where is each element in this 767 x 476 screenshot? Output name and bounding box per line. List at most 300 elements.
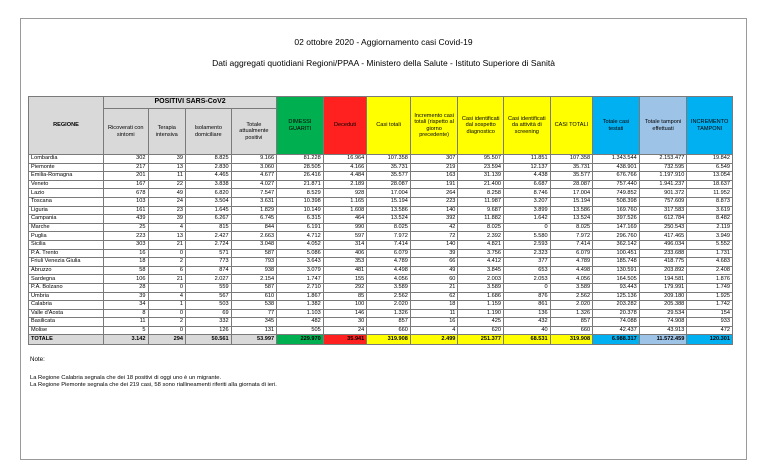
region-cell: Calabria [29, 301, 104, 310]
value-cell: 21 [148, 275, 185, 284]
value-cell: 19.842 [687, 155, 733, 164]
totals-cell: 294 [148, 335, 185, 345]
value-cell: 194.581 [639, 275, 687, 284]
value-cell: 1.876 [687, 275, 733, 284]
value-cell: 147.169 [593, 223, 640, 232]
value-cell: 21 [148, 240, 185, 249]
totals-cell: 319.908 [550, 335, 593, 345]
value-cell: 4.712 [277, 232, 324, 241]
value-cell: 2.153.477 [639, 155, 687, 164]
value-cell: 7.972 [367, 232, 411, 241]
col-incremento: Incremento casi totali (rispetto al giorno precedente) [410, 97, 458, 155]
totals-cell: 50.561 [185, 335, 231, 345]
value-cell: 13.586 [550, 206, 593, 215]
value-cell: 4 [148, 292, 185, 301]
table-row [29, 309, 733, 318]
totals-cell: 53.997 [231, 335, 277, 345]
value-cell: 35.731 [367, 163, 411, 172]
value-cell: 28.087 [550, 180, 593, 189]
value-cell: 11.882 [458, 215, 504, 224]
value-cell: 205.388 [639, 301, 687, 310]
region-cell: Veneto [29, 180, 104, 189]
note-line: La Regione Calabria segnala che dei 18 positivi di oggi uno è un migrante. [30, 375, 222, 381]
value-cell: 26.416 [277, 172, 324, 181]
page-subtitle: Dati aggregati quotidiani Regioni/PPAA - Ministero della Salute - Istituto Superiore di Sanità [212, 58, 555, 68]
value-cell: 678 [103, 189, 148, 198]
value-cell: 100 [323, 301, 367, 310]
covid-table [28, 96, 733, 345]
value-cell: 6.079 [550, 249, 593, 258]
value-cell: 496.034 [639, 240, 687, 249]
value-cell: 21.871 [277, 180, 324, 189]
col-casi-totali-2: CASI TOTALI [550, 97, 593, 155]
value-cell: 8.025 [367, 223, 411, 232]
value-cell: 43.913 [639, 326, 687, 335]
value-cell: 587 [231, 249, 277, 258]
value-cell: 28 [103, 283, 148, 292]
value-cell: 0 [148, 249, 185, 258]
value-cell: 10.398 [277, 197, 324, 206]
value-cell: 16.964 [323, 155, 367, 164]
value-cell: 8.825 [185, 155, 231, 164]
value-cell: 201 [103, 172, 148, 181]
value-cell: 6.820 [185, 189, 231, 198]
table-row [29, 283, 733, 292]
value-cell: 203.282 [593, 301, 640, 310]
value-cell: 2.323 [504, 249, 551, 258]
region-cell: Abruzzo [29, 266, 104, 275]
value-cell: 203.892 [639, 266, 687, 275]
value-cell: 16 [103, 249, 148, 258]
value-cell: 40 [504, 326, 551, 335]
value-cell: 126 [185, 326, 231, 335]
value-cell: 2 [148, 318, 185, 327]
value-cell: 303 [103, 240, 148, 249]
value-cell: 250.543 [639, 223, 687, 232]
table-row [29, 318, 733, 327]
value-cell: 24 [323, 326, 367, 335]
value-cell: 77 [231, 309, 277, 318]
value-cell: 24 [148, 197, 185, 206]
value-cell: 10.149 [277, 206, 324, 215]
value-cell: 844 [231, 223, 277, 232]
table-row [29, 197, 733, 206]
value-cell: 21.400 [458, 180, 504, 189]
value-cell: 22 [148, 180, 185, 189]
value-cell: 6.267 [185, 215, 231, 224]
value-cell: 34 [103, 301, 148, 310]
value-cell: 155 [323, 275, 367, 284]
value-cell: 4.412 [458, 258, 504, 267]
region-cell: Umbria [29, 292, 104, 301]
value-cell: 3.079 [277, 266, 324, 275]
table-row [29, 206, 733, 215]
value-cell: 362.142 [593, 240, 640, 249]
value-cell: 4 [410, 326, 458, 335]
value-cell: 1.731 [687, 249, 733, 258]
value-cell: 567 [185, 292, 231, 301]
value-cell: 1.165 [323, 197, 367, 206]
value-cell: 25 [103, 223, 148, 232]
value-cell: 538 [231, 301, 277, 310]
value-cell: 62 [410, 292, 458, 301]
value-cell: 8.025 [550, 223, 593, 232]
value-cell: 11 [103, 318, 148, 327]
value-cell: 2.003 [458, 275, 504, 284]
value-cell: 103 [103, 197, 148, 206]
value-cell: 432 [504, 318, 551, 327]
value-cell: 136 [504, 309, 551, 318]
value-cell: 20.378 [593, 309, 640, 318]
value-cell: 4.027 [231, 180, 277, 189]
value-cell: 1.645 [185, 206, 231, 215]
value-cell: 2.020 [367, 301, 411, 310]
table-row [29, 223, 733, 232]
value-cell: 6.079 [367, 249, 411, 258]
totals-cell: 6.988.317 [593, 335, 640, 345]
table-row [29, 301, 733, 310]
value-cell: 18 [410, 301, 458, 310]
value-cell: 464 [323, 215, 367, 224]
value-cell: 597 [323, 232, 367, 241]
value-cell: 15.194 [550, 197, 593, 206]
value-cell: 481 [323, 266, 367, 275]
value-cell: 1.343.544 [593, 155, 640, 164]
region-cell: Liguria [29, 206, 104, 215]
value-cell: 1.829 [231, 206, 277, 215]
value-cell: 12.137 [504, 163, 551, 172]
value-cell: 69 [185, 309, 231, 318]
value-cell: 167 [103, 180, 148, 189]
table-row [29, 258, 733, 267]
value-cell: 4.498 [367, 266, 411, 275]
value-cell: 29.534 [639, 309, 687, 318]
region-cell: P.A. Bolzano [29, 283, 104, 292]
value-cell: 1.642 [504, 215, 551, 224]
col-deceduti: Deceduti [323, 97, 367, 155]
value-cell: 217 [103, 163, 148, 172]
value-cell: 4.438 [504, 172, 551, 181]
value-cell: 42.437 [593, 326, 640, 335]
value-cell: 620 [458, 326, 504, 335]
value-cell: 233.688 [639, 249, 687, 258]
totals-cell: 35.941 [323, 335, 367, 345]
table-row [29, 189, 733, 198]
totals-cell: 319.908 [367, 335, 411, 345]
value-cell: 2.830 [185, 163, 231, 172]
col-dimessi: DIMESSI GUARITI [277, 97, 324, 155]
value-cell: 773 [185, 258, 231, 267]
value-cell: 6 [148, 266, 185, 275]
value-cell: 93.443 [593, 283, 640, 292]
value-cell: 1 [148, 301, 185, 310]
value-cell: 185.748 [593, 258, 640, 267]
value-cell: 146 [323, 309, 367, 318]
value-cell: 4.498 [550, 266, 593, 275]
value-cell: 757.609 [639, 197, 687, 206]
value-cell: 933 [687, 318, 733, 327]
value-cell: 559 [185, 283, 231, 292]
value-cell: 296.760 [593, 232, 640, 241]
value-cell: 3.756 [458, 249, 504, 258]
region-cell: Puglia [29, 232, 104, 241]
value-cell: 17.004 [367, 189, 411, 198]
value-cell: 1.608 [323, 206, 367, 215]
value-cell: 2.119 [687, 223, 733, 232]
value-cell: 3.619 [687, 206, 733, 215]
region-cell: Lazio [29, 189, 104, 198]
value-cell: 1.742 [687, 301, 733, 310]
value-cell: 732.595 [639, 163, 687, 172]
value-cell: 39 [103, 292, 148, 301]
value-cell: 16 [410, 318, 458, 327]
value-cell: 5.552 [687, 240, 733, 249]
value-cell: 4.677 [231, 172, 277, 181]
totals-cell: 11.572.459 [639, 335, 687, 345]
value-cell: 2.710 [277, 283, 324, 292]
table-row [29, 240, 733, 249]
value-cell: 2.427 [185, 232, 231, 241]
value-cell: 15.194 [367, 197, 411, 206]
value-cell: 4.821 [458, 240, 504, 249]
value-cell: 815 [185, 223, 231, 232]
value-cell: 13.586 [367, 206, 411, 215]
totals-cell: 3.142 [103, 335, 148, 345]
totals-row [29, 335, 733, 345]
value-cell: 2.027 [185, 275, 231, 284]
value-cell: 857 [367, 318, 411, 327]
value-cell: 163 [410, 172, 458, 181]
value-cell: 28.505 [277, 163, 324, 172]
value-cell: 6.687 [504, 180, 551, 189]
value-cell: 1.190 [458, 309, 504, 318]
value-cell: 107.358 [550, 155, 593, 164]
value-cell: 2.392 [458, 232, 504, 241]
value-cell: 106 [103, 275, 148, 284]
value-cell: 874 [185, 266, 231, 275]
value-cell: 161 [103, 206, 148, 215]
value-cell: 72 [410, 232, 458, 241]
value-cell: 587 [231, 283, 277, 292]
value-cell: 140 [410, 240, 458, 249]
col-terapia: Terapia intensiva [148, 109, 185, 155]
value-cell: 0 [148, 283, 185, 292]
value-cell: 2.189 [323, 180, 367, 189]
value-cell: 302 [103, 155, 148, 164]
value-cell: 332 [185, 318, 231, 327]
value-cell: 861 [504, 301, 551, 310]
value-cell: 660 [367, 326, 411, 335]
value-cell: 42 [410, 223, 458, 232]
value-cell: 7.972 [550, 232, 593, 241]
col-tamponi: Totale tamponi effettuati [639, 97, 687, 155]
value-cell: 472 [687, 326, 733, 335]
totals-cell: 251.377 [458, 335, 504, 345]
value-cell: 35.577 [550, 172, 593, 181]
value-cell: 938 [231, 266, 277, 275]
value-cell: 0 [148, 326, 185, 335]
value-cell: 1.103 [277, 309, 324, 318]
value-cell: 219 [410, 163, 458, 172]
value-cell: 3.589 [550, 283, 593, 292]
value-cell: 345 [231, 318, 277, 327]
value-cell: 417.465 [639, 232, 687, 241]
value-cell: 3.589 [458, 283, 504, 292]
totals-cell: 2.499 [410, 335, 458, 345]
value-cell: 31.139 [458, 172, 504, 181]
value-cell: 3.060 [231, 163, 277, 172]
value-cell: 3.949 [687, 232, 733, 241]
value-cell: 6.191 [277, 223, 324, 232]
value-cell: 610 [231, 292, 277, 301]
value-cell: 2.562 [550, 292, 593, 301]
notes [30, 356, 277, 389]
value-cell: 571 [185, 249, 231, 258]
region-cell: Molise [29, 326, 104, 335]
value-cell: 0 [504, 283, 551, 292]
value-cell: 4.789 [550, 258, 593, 267]
value-cell: 482 [277, 318, 324, 327]
value-cell: 8.873 [687, 197, 733, 206]
value-cell: 2.663 [231, 232, 277, 241]
region-cell: Campania [29, 215, 104, 224]
value-cell: 3.504 [185, 197, 231, 206]
value-cell: 13.054 [687, 172, 733, 181]
value-cell: 264 [410, 189, 458, 198]
table-row [29, 275, 733, 284]
value-cell: 2.154 [231, 275, 277, 284]
region-cell: Marche [29, 223, 104, 232]
value-cell: 35.577 [367, 172, 411, 181]
value-cell: 3.589 [367, 283, 411, 292]
value-cell: 503 [185, 301, 231, 310]
value-cell: 7.414 [550, 240, 593, 249]
region-cell: Lombardia [29, 155, 104, 164]
col-totale-positivi: Totale attualmente positivi [231, 109, 277, 155]
value-cell: 397.526 [593, 215, 640, 224]
value-cell: 49 [410, 266, 458, 275]
value-cell: 8.529 [277, 189, 324, 198]
value-cell: 74.088 [593, 318, 640, 327]
value-cell: 438.901 [593, 163, 640, 172]
region-cell: Piemonte [29, 163, 104, 172]
value-cell: 11 [410, 309, 458, 318]
value-cell: 4.465 [185, 172, 231, 181]
value-cell: 11.987 [458, 197, 504, 206]
value-cell: 11.952 [687, 189, 733, 198]
table-row [29, 155, 733, 164]
value-cell: 3.048 [231, 240, 277, 249]
value-cell: 8.025 [458, 223, 504, 232]
value-cell: 6.549 [687, 163, 733, 172]
col-screening: Casi identificati da attività di screening [504, 97, 551, 155]
value-cell: 1.686 [458, 292, 504, 301]
value-cell: 140 [410, 206, 458, 215]
region-cell: Valle d'Aosta [29, 309, 104, 318]
value-cell: 612.784 [639, 215, 687, 224]
value-cell: 392 [410, 215, 458, 224]
value-cell: 3.207 [504, 197, 551, 206]
value-cell: 1.197.910 [639, 172, 687, 181]
table-body [29, 155, 733, 345]
value-cell: 7.547 [231, 189, 277, 198]
value-cell: 1.749 [687, 283, 733, 292]
value-cell: 653 [504, 266, 551, 275]
value-cell: 292 [323, 283, 367, 292]
value-cell: 13.524 [550, 215, 593, 224]
value-cell: 21 [410, 283, 458, 292]
value-cell: 107.358 [367, 155, 411, 164]
value-cell: 1.941.237 [639, 180, 687, 189]
table-row [29, 172, 733, 181]
value-cell: 18 [103, 258, 148, 267]
group-positivi: POSITIVI SARS-CoV2 [103, 97, 276, 109]
value-cell: 58 [103, 266, 148, 275]
value-cell: 2.020 [550, 301, 593, 310]
value-cell: 9.166 [231, 155, 277, 164]
value-cell: 3.845 [458, 266, 504, 275]
value-cell: 209.180 [639, 292, 687, 301]
value-cell: 1.326 [550, 309, 593, 318]
value-cell: 6.745 [231, 215, 277, 224]
region-cell: Friuli Venezia Giulia [29, 258, 104, 267]
table-row [29, 292, 733, 301]
value-cell: 17.004 [550, 189, 593, 198]
col-isolamento: Isolamento domiciliare [185, 109, 231, 155]
value-cell: 1.326 [367, 309, 411, 318]
value-cell: 4.789 [367, 258, 411, 267]
value-cell: 1.867 [277, 292, 324, 301]
value-cell: 9.687 [458, 206, 504, 215]
value-cell: 5.580 [504, 232, 551, 241]
value-cell: 164.505 [593, 275, 640, 284]
value-cell: 169.760 [593, 206, 640, 215]
value-cell: 154 [687, 309, 733, 318]
value-cell: 676.766 [593, 172, 640, 181]
value-cell: 307 [410, 155, 458, 164]
value-cell: 749.852 [593, 189, 640, 198]
value-cell: 130.591 [593, 266, 640, 275]
value-cell: 0 [148, 309, 185, 318]
value-cell: 1.159 [458, 301, 504, 310]
value-cell: 223 [103, 232, 148, 241]
value-cell: 406 [323, 249, 367, 258]
value-cell: 6.315 [277, 215, 324, 224]
table-row [29, 215, 733, 224]
value-cell: 8.746 [504, 189, 551, 198]
value-cell: 11.851 [504, 155, 551, 164]
table-row [29, 163, 733, 172]
value-cell: 191 [410, 180, 458, 189]
value-cell: 425 [458, 318, 504, 327]
totals-cell: 68.531 [504, 335, 551, 345]
value-cell: 314 [323, 240, 367, 249]
table-row [29, 326, 733, 335]
value-cell: 2.053 [504, 275, 551, 284]
value-cell: 3.631 [231, 197, 277, 206]
value-cell: 5.086 [277, 249, 324, 258]
page-title: 02 ottobre 2020 - Aggiornamento casi Covid-19 [294, 37, 473, 47]
value-cell: 85 [323, 292, 367, 301]
value-cell: 13.524 [367, 215, 411, 224]
value-cell: 4.052 [277, 240, 324, 249]
value-cell: 4.484 [323, 172, 367, 181]
value-cell: 11 [148, 172, 185, 181]
col-ricoverati: Ricoverati con sintomi [103, 109, 148, 155]
value-cell: 28.087 [367, 180, 411, 189]
value-cell: 49 [148, 189, 185, 198]
value-cell: 179.991 [639, 283, 687, 292]
